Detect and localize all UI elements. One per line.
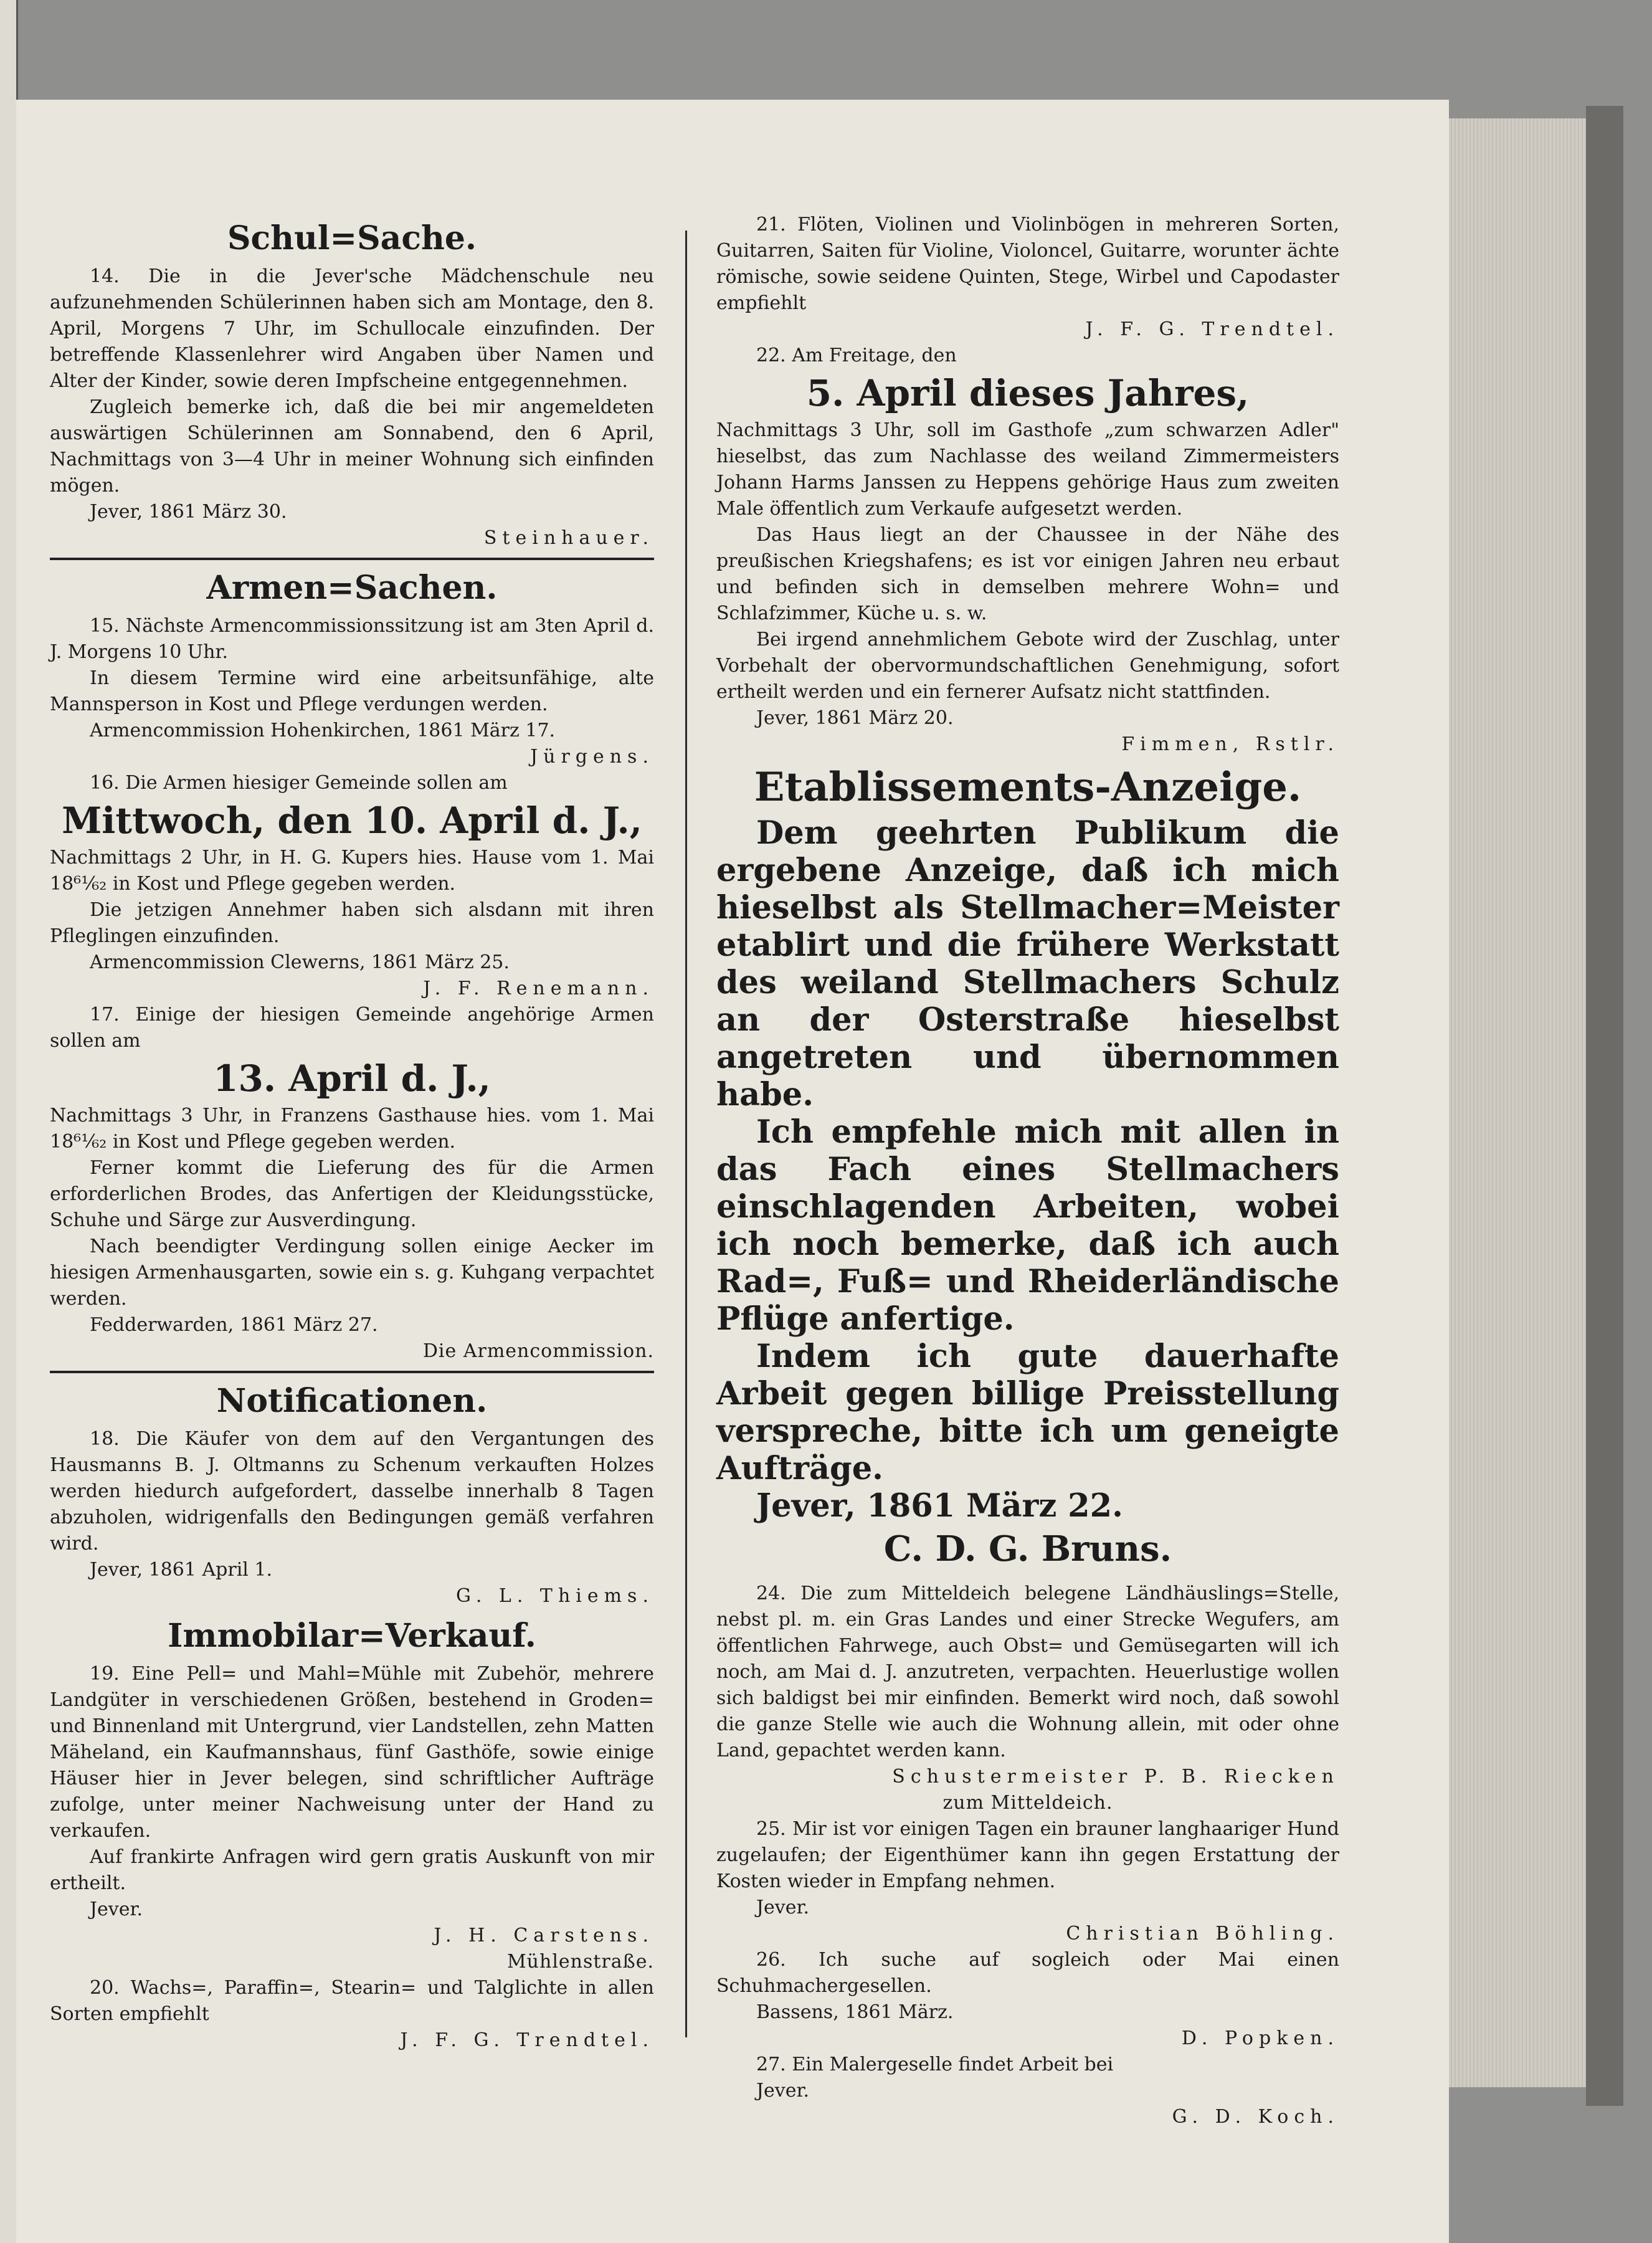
notice-21-text: 21. Flöten, Violinen und Violinbögen in mehreren Sorten, Guitarren, Saiten für Violine, Violoncel, Guitarre, worunter ächte römische, sowie seidene Quinten, Stege, Wirbel und Capodaster empfiehlt bbox=[716, 214, 1339, 314]
advertisement-place-date: Jever, 1861 März 22. bbox=[756, 1487, 1123, 1525]
notice-15-signature: Jürgens. bbox=[530, 746, 654, 768]
notice-26-place-date: Bassens, 1861 März. bbox=[756, 2001, 954, 2023]
notice-16-signature: J. F. Renemann. bbox=[423, 978, 654, 999]
notice-17-text: 17. Einige der hiesigen Gemeinde angehörige Armen sollen am bbox=[50, 1004, 654, 1052]
notice-15-text-2: In diesem Termine wird eine arbeitsunfähige, alte Mannsperson in Kost und Pflege verdungen werden. bbox=[50, 667, 654, 715]
notice-14-signature: Steinhauer. bbox=[483, 527, 654, 549]
notice-17-text-2: Nachmittags 3 Uhr, in Franzens Gasthause hies. vom 1. Mai 18⁶¹⁄₆₂ in Kost und Pflege gegeben werden. bbox=[50, 1105, 654, 1153]
notice-27-place: Jever. bbox=[756, 2080, 810, 2102]
advertisement-text: Dem geehrten Publikum die ergebene Anzeige, daß ich mich hieselbst als Stellmacher=Meister etablirt und die frühere Werkstatt des weiland Stellmachers Schulz an der Osterstraße hieselbst angetreten und übernommen habe. bbox=[716, 814, 1339, 1113]
left-column bbox=[50, 212, 654, 2054]
advertisement-heading: Etablissements-Anzeige. bbox=[754, 764, 1302, 811]
notice-15-place-date: Armencommission Hohenkirchen, 1861 März 17. bbox=[90, 720, 556, 741]
notice-14-place-date: Jever, 1861 März 30. bbox=[90, 501, 287, 523]
notice-22-signature: Fimmen, Rstlr. bbox=[1121, 733, 1339, 755]
advertisement-signature: C. D. G. Bruns. bbox=[883, 1528, 1172, 1569]
notice-27-text: 27. Ein Malergeselle findet Arbeit bei bbox=[756, 2054, 1114, 2075]
notice-26-text: 26. Ich suche auf sogleich oder Mai einen Schuhmachergesellen. bbox=[716, 1949, 1339, 1997]
notice-22-text-4: Bei irgend annehmlichem Gebote wird der Zuschlag, unter Vorbehalt der obervormundschaftlichen Genehmigung, sofort ertheilt werden und ein fernerer Aufsatz nicht stattfinden. bbox=[716, 629, 1339, 703]
notice-19-signature: J. H. Carstens. bbox=[434, 1925, 654, 1946]
notice-19-signature-street: Mühlenstraße. bbox=[506, 1951, 654, 1973]
notice-21-signature: J. F. G. Trendtel. bbox=[1085, 318, 1339, 340]
advertisement-text-2: Ich empfehle mich mit allen in das Fach eines Stellmachers einschlagenden Arbeiten, wobei ich noch bemerke, daß ich auch Rad=, Fuß= und Rheiderländische Pflüge anfertige. bbox=[716, 1113, 1339, 1338]
notice-20-text: 20. Wachs=, Paraffin=, Stearin= und Talglichte in allen Sorten empfiehlt bbox=[50, 1977, 654, 2025]
section-heading-notificationen: Notificationen. bbox=[216, 1382, 488, 1420]
column-divider bbox=[685, 231, 687, 2037]
notice-17-text-4: Nach beendigter Verdingung sollen einige Aecker im hiesigen Armenhausgarten, sowie ein s. g. Kuhgang verpachtet werden. bbox=[50, 1236, 654, 1310]
notice-17-place-date: Fedderwarden, 1861 März 27. bbox=[90, 1314, 378, 1336]
section-heading-schul: Schul=Sache. bbox=[227, 219, 477, 257]
notice-14-text: 14. Die in die Jever'sche Mädchenschule neu aufzunehmenden Schülerinnen haben sich am Montage, den 8. April, Morgens 7 Uhr, im Schullocale einzufinden. Der betreffende Klassenlehrer wird Angaben über Namen und Alter der Kinder, sowie deren Impfscheine entgegennehmen. bbox=[50, 265, 654, 392]
notice-20-signature: J. F. G. Trendtel. bbox=[400, 2029, 654, 2051]
notice-18-place-date: Jever, 1861 April 1. bbox=[90, 1559, 273, 1581]
book-cover-edge bbox=[1586, 106, 1623, 2106]
notice-24-signature: Schustermeister P. B. Riecken bbox=[892, 1766, 1339, 1788]
notice-22-text-2: Nachmittags 3 Uhr, soll im Gasthofe „zum schwarzen Adler" hieselbst, das zum Nachlasse des weiland Zimmermeisters Johann Harms Janssen zu Heppens gehörige Haus zum zweiten Male öffentlich zum Verkaufe aufgesetzt werden. bbox=[716, 419, 1339, 520]
section-rule bbox=[50, 1371, 654, 1373]
section-rule bbox=[50, 558, 654, 560]
notice-19-text: 19. Eine Pell= und Mahl=Mühle mit Zubehör, mehrere Landgüter in verschiedenen Größen, bestehend in Groden= und Binnenland mit Untergrund, vier Landstellen, zehn Matten Mäheland, ein Kaufmannshaus, fünf Gasthöfe, sowie einige Häuser hier in Jever belegen, sind schriftlicher Aufträge zufolge, unter meiner Nachweisung unter der Hand zu verkaufen. bbox=[50, 1663, 654, 1842]
notice-16-place-date: Armencommission Clewerns, 1861 März 25. bbox=[90, 951, 510, 973]
notice-16-text-3: Die jetzigen Annehmer haben sich alsdann mit ihren Pfleglingen einzufinden. bbox=[50, 899, 654, 947]
section-heading-armen: Armen=Sachen. bbox=[206, 569, 498, 607]
notice-15-text: 15. Nächste Armencommissionssitzung ist am 3ten April d. J. Morgens 10 Uhr. bbox=[50, 615, 654, 663]
notice-14-text-2: Zugleich bemerke ich, daß die bei mir angemeldeten auswärtigen Schülerinnen am Sonnabend, den 6 April, Nachmittags von 3—4 Uhr in meiner Wohnung sich einfinden mögen. bbox=[50, 396, 654, 497]
notice-16-date-banner: Mittwoch, den 10. April d. J., bbox=[62, 799, 642, 842]
notice-17-signature: Die Armencommission. bbox=[422, 1340, 654, 1362]
notice-18-signature: G. L. Thiems. bbox=[455, 1585, 654, 1607]
notice-24-signature-location: zum Mitteldeich. bbox=[942, 1792, 1113, 1814]
advertisement-text-3: Indem ich gute dauerhafte Arbeit gegen billige Preisstellung verspreche, bitte ich um geneigte Aufträge. bbox=[716, 1338, 1339, 1487]
notice-22-place-date: Jever, 1861 März 20. bbox=[756, 707, 954, 729]
notice-16-text-2: Nachmittags 2 Uhr, in H. G. Kupers hies. Hause vom 1. Mai 18⁶¹⁄₆₂ in Kost und Pflege gegeben werden. bbox=[50, 847, 654, 895]
notice-19-text-2: Auf frankirte Anfragen wird gern gratis Auskunft von mir ertheilt. bbox=[50, 1846, 654, 1894]
right-column bbox=[716, 212, 1339, 2130]
notice-16-text: 16. Die Armen hiesiger Gemeinde sollen am bbox=[90, 772, 508, 794]
notice-22-date-banner: 5. April dieses Jahres, bbox=[806, 372, 1250, 414]
notice-17-text-3: Ferner kommt die Lieferung des für die Armen erforderlichen Brodes, das Anfertigen der Kleidungsstücke, Schuhe und Särge zur Ausverdingung. bbox=[50, 1157, 654, 1231]
notice-25-text: 25. Mir ist vor einigen Tagen ein brauner langhaariger Hund zugelaufen; der Eigenthümer kann ihn gegen Erstattung der Kosten wieder in Empfang nehmen. bbox=[716, 1818, 1339, 1892]
notice-24-text: 24. Die zum Mitteldeich belegene Ländhäuslings=Stelle, nebst pl. m. ein Gras Landes und einer Strecke Wegufers, am öffentlichen Fahrwege, auch Obst= und Gemüsegarten will ich noch, am Mai d. J. anzutreten, verpachten. Heuerlustige wollen sich baldigst bei mir einfinden. Bemerkt wird noch, daß sowohl die ganze Stelle wie auch die Wohnung allein, mit oder ohne Land, gepachtet werden kann. bbox=[716, 1583, 1339, 1761]
notice-17-date-banner: 13. April d. J., bbox=[213, 1057, 491, 1100]
book-page-edges bbox=[1449, 118, 1586, 2087]
notice-27-signature: G. D. Koch. bbox=[1172, 2106, 1339, 2128]
notice-22-text-3: Das Haus liegt an der Chaussee in der Nähe des preußischen Kriegshafens; es ist vor einigen Jahren neu erbaut und befinden sich in demselben mehrere Wohn= und Schlafzimmer, Küche u. s. w. bbox=[716, 524, 1339, 624]
notice-25-signature: Christian Böhling. bbox=[1066, 1923, 1339, 1945]
previous-page-edge bbox=[0, 0, 18, 2243]
notice-22-text: 22. Am Freitage, den bbox=[756, 345, 957, 366]
notice-19-place: Jever. bbox=[90, 1898, 143, 1920]
notice-18-text: 18. Die Käufer von dem auf den Vergantungen des Hausmanns B. J. Oltmanns zu Schenum verkauften Holzes werden hiedurch aufgefordert, dasselbe innerhalb 8 Tagen abzuholen, widrigenfalls den Bedingungen gemäß verfahren wird. bbox=[50, 1428, 654, 1555]
notice-26-signature: D. Popken. bbox=[1181, 2027, 1339, 2049]
notice-25-place: Jever. bbox=[756, 1897, 810, 1918]
section-heading-immobilar: Immobilar=Verkauf. bbox=[168, 1617, 536, 1655]
